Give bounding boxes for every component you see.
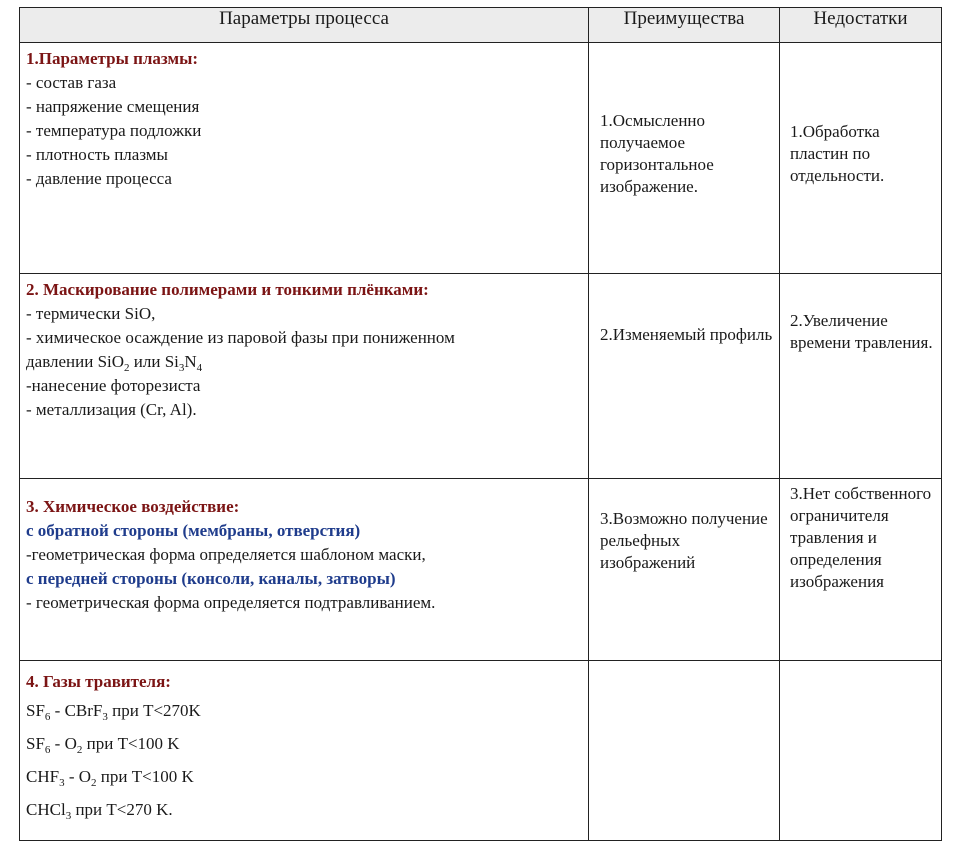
parameters-cell bbox=[20, 274, 589, 479]
list-item: - состав газа bbox=[26, 73, 117, 92]
parameters-cell bbox=[20, 661, 589, 841]
table-row bbox=[20, 43, 942, 274]
disadvantage-cell bbox=[780, 274, 942, 479]
list-item: - плотность плазмы bbox=[26, 145, 168, 164]
gas-formula: $SF_6 - O_2$ при T<100 K bbox=[26, 734, 180, 756]
parameters-cell bbox=[20, 479, 589, 661]
advantage-cell bbox=[589, 274, 780, 479]
disadvantage-text: 3.Нет собственного ограничителя травления и определения изображения bbox=[790, 484, 932, 591]
header-advantages: Преимущества bbox=[589, 8, 780, 43]
list-item: -геометрическая форма определяется шаблоном маски, bbox=[26, 545, 426, 564]
list-item: - геометрическая форма определяется подтравливанием. bbox=[26, 593, 436, 612]
row-title: 2. Маскирование полимерами и тонкими плёнками: bbox=[26, 280, 429, 299]
disadvantage-cell bbox=[780, 661, 942, 841]
front-side-heading: с передней стороны (консоли, каналы, затворы) bbox=[26, 569, 396, 588]
table-row bbox=[20, 661, 942, 841]
list-item: - напряжение смещения bbox=[26, 97, 200, 116]
advantage-text: 3.Возможно получение рельефных изображений bbox=[600, 509, 768, 572]
row-title: 1.Параметры плазмы: bbox=[26, 49, 199, 68]
process-table bbox=[19, 7, 942, 841]
list-item: - термически SiO, bbox=[26, 304, 156, 323]
header-disadvantages: Недостатки bbox=[780, 8, 942, 43]
advantage-cell bbox=[589, 661, 780, 841]
advantage-cell bbox=[589, 43, 780, 274]
advantage-text: 2.Изменяемый профиль bbox=[600, 325, 773, 344]
disadvantage-text: 1.Обработка пластин по отдельности. bbox=[790, 122, 885, 185]
header-parameters: Параметры процесса bbox=[20, 8, 589, 43]
list-item: - температура подложки bbox=[26, 121, 202, 140]
disadvantage-cell bbox=[780, 479, 942, 661]
advantage-text: 1.Осмысленно получаемое горизонтальное изображение. bbox=[600, 111, 714, 196]
gas-formula: CHCl$_3$ при T<270 K. bbox=[26, 800, 173, 822]
back-side-heading: с обратной стороны (мембраны, отверстия) bbox=[26, 521, 361, 540]
gas-formula: $CHF_3 - O_2$ при T<100 K bbox=[26, 767, 194, 789]
disadvantage-cell bbox=[780, 43, 942, 274]
list-item: -нанесение фоторезиста bbox=[26, 376, 201, 395]
list-item: давлении SiO$_2$ или $Si_3N_4$ bbox=[26, 352, 203, 374]
list-item: - давление процесса bbox=[26, 169, 172, 188]
table-header-row bbox=[20, 8, 942, 43]
gas-formula: $SF_6$ - CBrF$_3$ при T<270K bbox=[26, 701, 201, 723]
table-row bbox=[20, 274, 942, 479]
disadvantage-text: 2.Увеличение времени травления. bbox=[790, 311, 933, 352]
list-item: - металлизация (Cr, Al). bbox=[26, 400, 197, 419]
parameters-cell bbox=[20, 43, 589, 274]
advantage-cell bbox=[589, 479, 780, 661]
list-item: - химическое осаждение из паровой фазы при пониженном bbox=[26, 328, 455, 347]
row-title: 3. Химическое воздействие: bbox=[26, 497, 240, 516]
table-row bbox=[20, 479, 942, 661]
row-title: 4. Газы травителя: bbox=[26, 672, 171, 691]
